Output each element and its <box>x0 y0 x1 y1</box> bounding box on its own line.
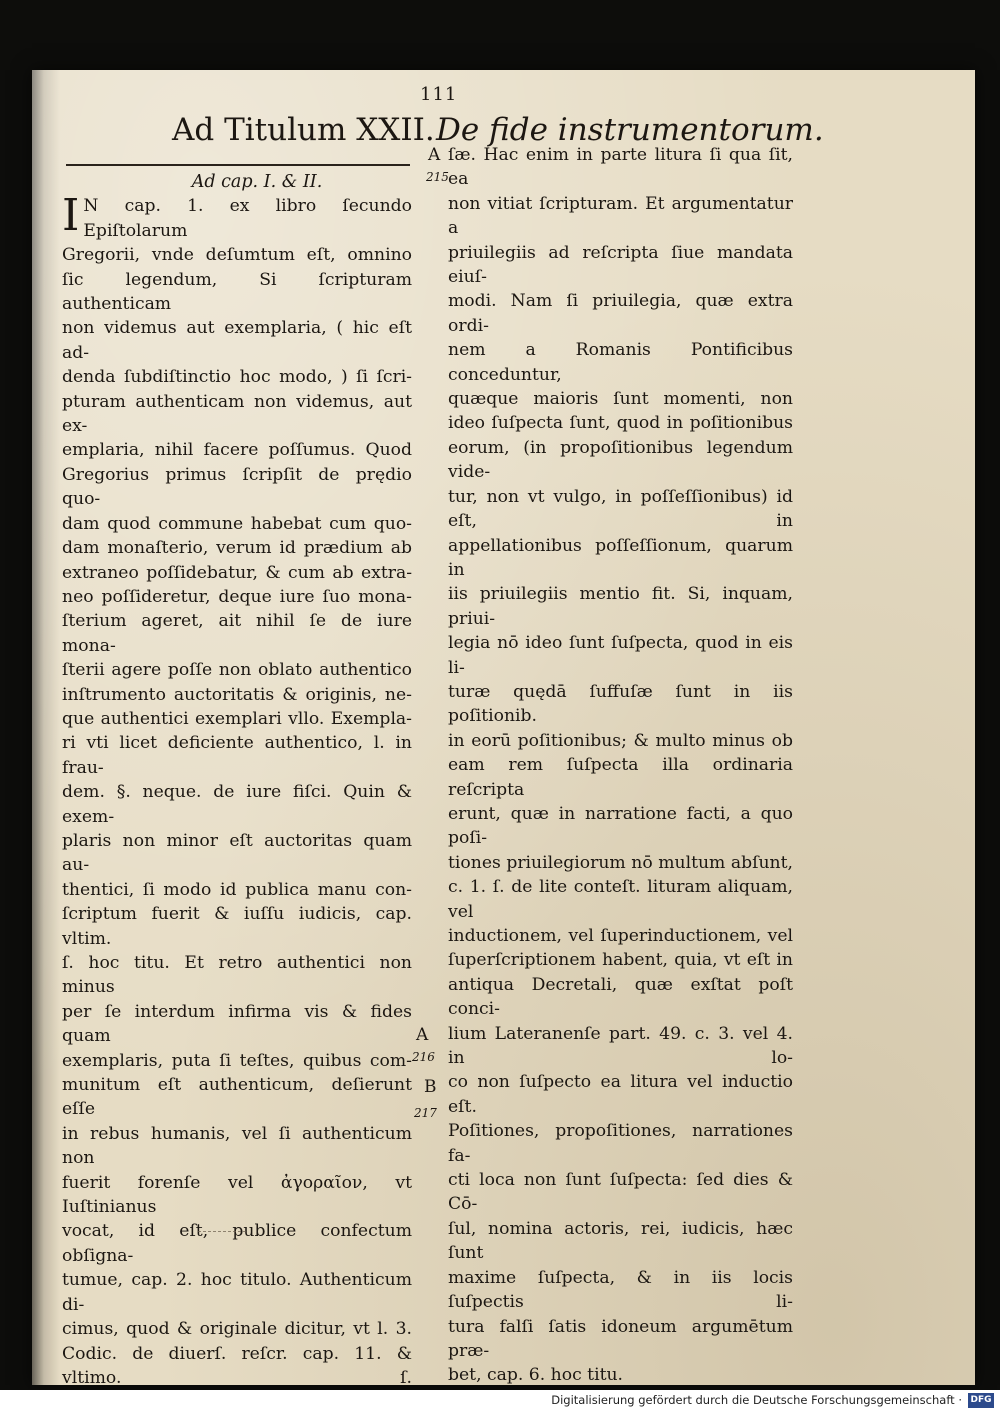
text-line: turæ quędā ſuffuſæ ſunt in iis poſitionib. <box>448 681 793 727</box>
text-line: inductionem, vel ſuperinductionem, vel <box>448 926 793 946</box>
text-line: plaris non minor eſt auctoritas quam au- <box>62 830 412 876</box>
page-number: 111 <box>420 84 458 105</box>
text-line: ſcriptum fuerit & iuſſu iudicis, cap. vltim. <box>62 904 412 949</box>
text-line: antiqua Decretali, quæ exſtat poſt conci- <box>448 974 793 1020</box>
text-line: neo poſſideretur, deque iure ſuo mona- <box>62 586 412 607</box>
text-line: thentici, ſi modo id publica manu con- <box>62 879 412 900</box>
paragraph <box>62 190 412 1390</box>
text-line: dam monaſterio, verum id prædium ab <box>62 538 412 559</box>
text-line: Codic. de diuerſ. reſcr. cap. 11. & vltimo. ſ. <box>62 1343 412 1388</box>
text-line: cti loca non ſunt ſuſpecta: ſed dies & Cō- <box>448 1170 793 1215</box>
text-line: pturam authenticam non videmus, aut ex- <box>62 391 412 437</box>
funding-notice: Digitalisierung gefördert durch die Deutsche Forschungsgemeinschaft · <box>551 1393 962 1407</box>
text-line: nem a Romanis Pontificibus conceduntur, <box>448 340 793 385</box>
margin-marker-b: B <box>424 1077 437 1097</box>
right-column <box>448 143 793 1390</box>
text-line: bet, cap. 6. hoc titu. <box>448 1365 624 1386</box>
text-line: ſic legendum, Si ſcripturam authenticam <box>62 269 412 315</box>
text-line: extraneo poſſidebatur, & cum ab extra- <box>62 562 412 583</box>
text-line: in eorū poſitionibus; & multo minus ob <box>448 730 793 751</box>
text-line: modi. Nam ſi priuilegia, quæ extra ordi- <box>448 291 793 336</box>
footer-bar <box>0 1390 1000 1412</box>
paragraph <box>448 143 793 1388</box>
text-line: cimus, quod & originale dicitur, vt l. 3. <box>62 1319 412 1340</box>
text-line: inſtrumento auctoritatis & originis, ne- <box>62 684 412 705</box>
margin-number: 216 <box>412 1050 435 1064</box>
text-line: ſæ. Hac enim in parte litura ſi qua ſit, ea <box>448 145 793 190</box>
text-line: denda ſubdiſtinctio hoc modo, ) ſi ſcri- <box>62 367 412 388</box>
text-line: ſuperſcriptionem habent, quia, vt eſt in <box>448 950 793 971</box>
margin-marker-a: A <box>416 1025 429 1045</box>
drop-cap: I <box>62 190 80 242</box>
text-line: in rebus humanis, vel ſi authenticum non <box>62 1123 412 1169</box>
text-line: fuerit forenſe vel ἀγοραῖον, vt Iuſtinianus <box>62 1172 412 1218</box>
text-line: munitum eſt authenticum, deſierunt eſſe <box>62 1075 412 1120</box>
running-header-left: Ad Titulum XXII. <box>172 112 435 148</box>
margin-number: 215 <box>426 170 449 184</box>
margin-marker-a: A <box>428 145 441 165</box>
text-line: lium Lateranenſe part. 49. c. 3. vel 4. in lo- <box>448 1023 793 1069</box>
text-line: appellationibus poſſeſſionum, quarum in <box>448 535 793 580</box>
text-line: Gregorius primus ſcripſit de prędio quo- <box>62 464 412 510</box>
text-line: maxime ſuſpecta, & in iis locis ſuſpectis li- <box>448 1267 793 1313</box>
text-line: dem. §. neque. de iure fiſci. Quin & exem- <box>62 782 412 827</box>
dfg-logo: DFG <box>968 1393 994 1408</box>
section-heading: Ad cap. I. & II. <box>191 172 323 192</box>
text-line: tiones priuilegiorum nō multum abſunt, <box>448 852 793 873</box>
text-line: exemplaris, puta ſi teſtes, quibus com- <box>62 1050 412 1071</box>
running-header-right: De fide instrumentorum. <box>436 112 824 148</box>
text-line: iis priuilegiis mentio fit. Si, inquam, priui- <box>448 584 793 629</box>
text-line: co non ſuſpecto ea litura vel inductio eſt. <box>448 1072 793 1117</box>
text-line: Poſitiones, propoſitiones, narrationes fa- <box>448 1121 793 1166</box>
text-line: priuilegiis ad reſcripta ſiue mandata eiuſ- <box>448 242 793 288</box>
margin-number: 217 <box>414 1106 437 1120</box>
left-column <box>62 170 412 1390</box>
text-line: legia nō ideo ſunt ſuſpecta, quod in eis li- <box>448 633 793 678</box>
text-line: dam quod commune habebat cum quo- <box>62 513 412 534</box>
text-line: tura falſi ſatis idoneum argumētum præ- <box>448 1316 793 1361</box>
text-line: eorum, (in propoſitionibus legendum vide- <box>448 437 793 483</box>
text-line: eam rem ſuſpecta illa ordinaria reſcripta <box>448 755 793 800</box>
text-line: Gregorii, vnde deſumtum eſt, omnino <box>62 245 412 266</box>
text-line: que authentici exemplari vllo. Exempla- <box>62 708 412 729</box>
text-line: erunt, quæ in narratione facti, a quo poſi- <box>448 803 793 849</box>
text-line: quæque maioris ſunt momenti, non <box>448 389 793 410</box>
text-line: non vitiat ſcripturam. Et argumentatur a <box>448 193 793 239</box>
text-line: ri vti licet deficiente authentico, l. in frau- <box>62 733 412 778</box>
text-line: N cap. 1. ex libro ſecundo Epiſtolarum <box>83 196 412 241</box>
header-rule <box>66 164 410 166</box>
text-line: non videmus aut exemplaria, ( hic eſt ad- <box>62 318 412 363</box>
text-line: tur, non vt vulgo, in poſſeſſionibus) id eſt, in <box>448 486 793 532</box>
text-line: emplaria, nihil facere poſſumus. Quod <box>62 440 412 461</box>
text-line: ſterii agere poſſe non oblato authentico <box>62 660 412 681</box>
text-line: ſul, nomina actoris, rei, iudicis, hæc ſunt <box>448 1218 793 1264</box>
text-line: c. 1. ſ. de lite conteſt. lituram aliquam, vel <box>448 877 793 922</box>
text-line: ſterium ageret, ait nihil ſe de iure mona- <box>62 611 412 656</box>
text-line: vocat, id eſt, publice confectum obſigna- <box>62 1221 412 1266</box>
text-line: tumue, cap. 2. hoc titulo. Authenticum di- <box>62 1270 412 1315</box>
text-line: ideo ſuſpecta ſunt, quod in poſitionibus <box>448 413 793 434</box>
ink-smudge <box>198 1223 246 1232</box>
text-line: per ſe interdum infirma vis & fides quam <box>62 1001 412 1047</box>
text-line: ſ. hoc titu. Et retro authentici non minus <box>62 953 412 998</box>
